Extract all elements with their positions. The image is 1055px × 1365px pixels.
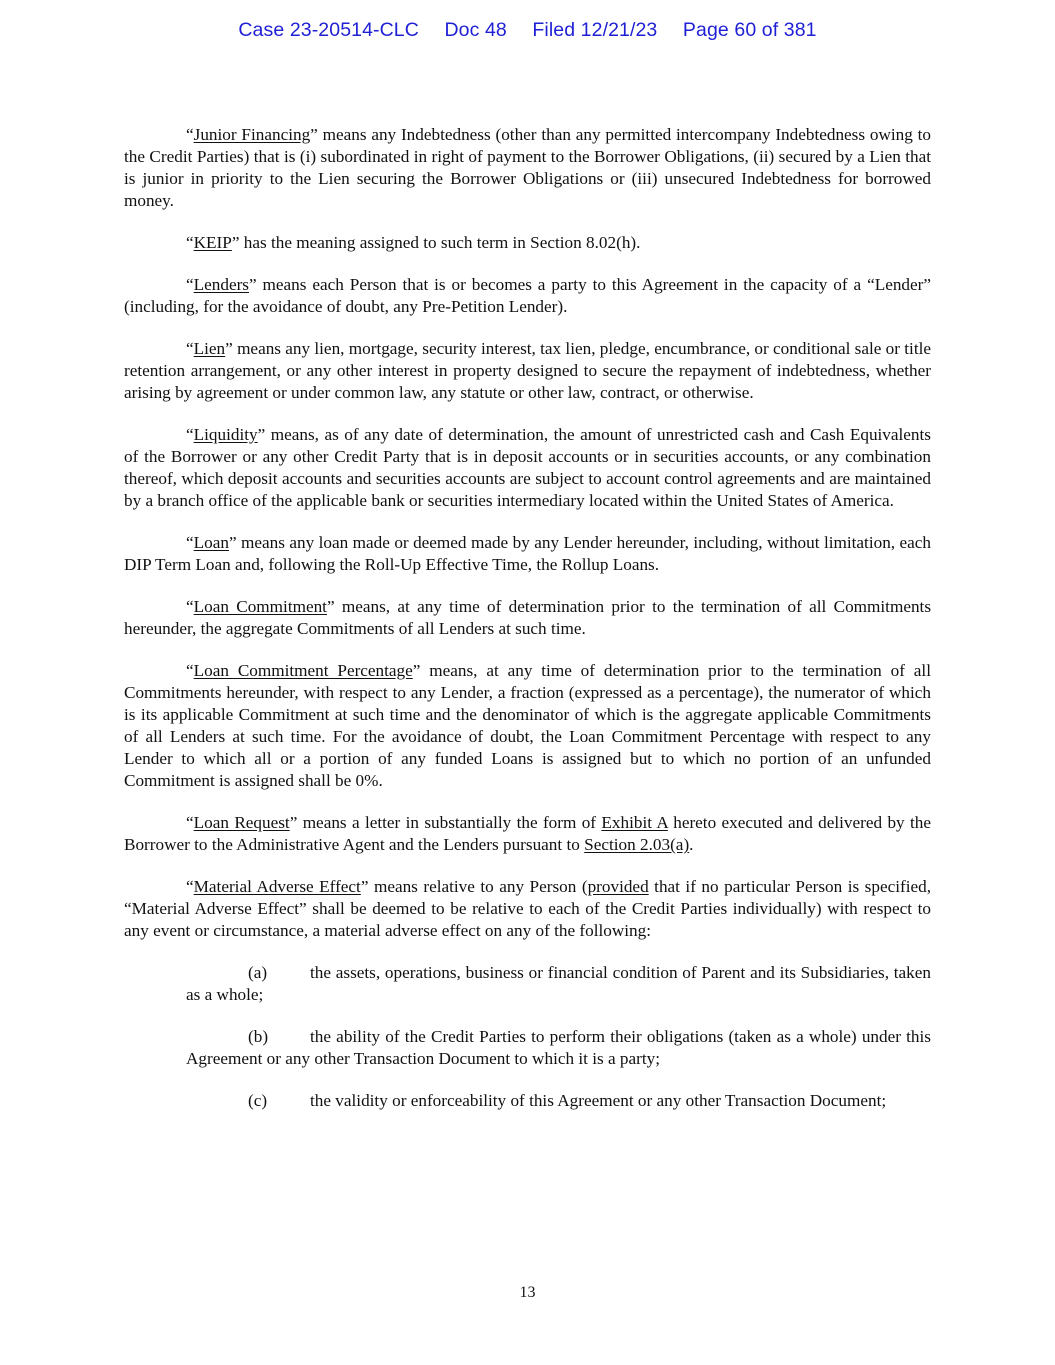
defined-term: Lenders [193, 275, 249, 294]
definition-keip: “KEIP” has the meaning assigned to such term in Section 8.02(h). [186, 233, 641, 252]
section-reference: Section 2.03(a) [584, 835, 690, 854]
definition-lien: “Lien” means any lien, mortgage, security interest, tax lien, pledge, encumbrance, or conditional sale or title retention arrangement, or any other interest in property designed to secure the repayment of indebtedness, whether arising by agreement or under common law, any statute or other law, contract, or otherwise. [124, 339, 932, 402]
item-label: (c) [248, 1091, 268, 1110]
definition-text: that if no particular Person is specified, “Material Adverse Effect” shall be deemed to be relative to each of the Credit Parties individually) with respect to any event or circumstance, a material adverse effect on any of the following: [124, 877, 932, 940]
defined-term: Loan Request [193, 813, 290, 832]
list-item [186, 962, 931, 1006]
list-item [186, 1090, 931, 1112]
item-label: (a) [248, 963, 268, 982]
defined-term: KEIP [193, 233, 232, 252]
definition-lenders: “Lenders” means each Person that is or becomes a party to this Agreement in the capacity of a “Lender” (including, for the avoidance of doubt, any Pre-Petition Lender). [124, 275, 931, 316]
provided-term: provided [587, 877, 649, 896]
item-text: the validity or enforceability of this Agreement or any other Transaction Document; [310, 1091, 887, 1110]
definition-text: ” means each Person that is or becomes a party to this Agreement in the capacity of a “Lender” (including, for the avoidance of doubt, any Pre-Petition Lender). [124, 275, 931, 316]
definition-loan-commitment: “Loan Commitment” means, at any time of determination prior to the termination of all Commitments hereunder, the aggregate Commitments of all Lenders at such time. [124, 597, 932, 638]
defined-term: Loan Commitment [193, 597, 327, 616]
definition-text: . [689, 835, 694, 854]
definition-text: hereto executed and delivered by the Borrower to the Administrative Agent and the Lenders pursuant to [124, 813, 931, 854]
list-item [186, 1026, 931, 1070]
definition-loan-commitment-percentage: “Loan Commitment Percentage” means, at any time of determination prior to the termination of all Commitments hereunder, with respect to any Lender, a fraction (expressed as a percentage), the numerator of which is its applicable Commitment at such time and the denominator of which is the aggregate applicable Commitments of all Lenders at such time. For the avoidance of doubt, the Loan Commitment Percentage with respect to any Lender to which all or a portion of any funded Loans is assigned but to which no portion of an unfunded Commitment is assigned shall be 0%. [124, 661, 931, 790]
definition-text: ” has the meaning assigned to such term in Section 8.02(h). [231, 233, 641, 252]
exhibit-reference: Exhibit A [601, 813, 668, 832]
definition-text: ” means any Indebtedness (other than any permitted intercompany Indebtedness owing to the Credit Parties) that is (i) subordinated in right of payment to the Borrower Obligations, (ii) secured by a Lien that is junior in priority to the Lien securing the Borrower Obligations or (iii) unsecured Indebtedness for borrowed money. [124, 125, 931, 210]
document-body [124, 124, 931, 1132]
filed-date: Filed 12/21/23 [532, 19, 658, 41]
definition-junior-financing: “Junior Financing” means any Indebtedness (other than any permitted intercompany Indebtedness owing to the Credit Parties) that is (i) subordinated in right of payment to the Borrower Obligations, (ii) secured by a Lien that is junior in priority to the Lien securing the Borrower Obligations or (iii) unsecured Indebtedness for borrowed money. [124, 125, 931, 210]
defined-term: Material Adverse Effect [193, 877, 361, 896]
defined-term: Junior Financing [193, 125, 311, 144]
item-text: the assets, operations, business or financial condition of Parent and its Subsidiaries, taken as a whole; [186, 963, 931, 1004]
definition-loan-request: “Loan Request” means a letter in substantially the form of Exhibit A hereto executed and delivered by the Borrower to the Administrative Agent and the Lenders pursuant to Section 2.03(a). [124, 813, 931, 854]
defined-term: Liquidity [193, 425, 258, 444]
defined-term: Loan [193, 533, 229, 552]
page-number: 13 [519, 1284, 536, 1301]
item-text: the ability of the Credit Parties to perform their obligations (taken as a whole) under this Agreement or any other Transaction Document to which it is a party; [186, 1027, 931, 1068]
definition-text: ” means relative to any Person ( [360, 877, 588, 896]
case-header [0, 19, 1055, 42]
definition-text: ” means, at any time of determination prior to the termination of all Commitments hereunder, the aggregate Commitments of all Lenders at such time. [124, 597, 932, 638]
definition-text: ” means a letter in substantially the form of [289, 813, 602, 832]
definition-text: ” means any lien, mortgage, security interest, tax lien, pledge, encumbrance, or conditional sale or title retention arrangement, or any other interest in property designed to secure the repayment of indebtedness, whether arising by agreement or under common law, any statute or other law, contract, or otherwise. [124, 339, 932, 402]
definition-material-adverse-effect: “Material Adverse Effect” means relative to any Person (provided that if no particular Person is specified, “Material Adverse Effect” shall be deemed to be relative to each of the Credit Parties individually) with respect to any event or circumstance, a material adverse effect on any of the following: [124, 877, 932, 940]
definition-text: ” means, at any time of determination prior to the termination of all Commitments hereunder, with respect to any Lender, a fraction (expressed as a percentage), the numerator of which is its applicable Commitment at such time and the denominator of which is the aggregate applicable Commitments of all Lenders at such time. For the avoidance of doubt, the Loan Commitment Percentage with respect to any Lender to which all or a portion of any funded Loans is assigned but to which no portion of an unfunded Commitment is assigned shall be 0%. [124, 661, 931, 790]
page-of-total: Page 60 of 381 [682, 19, 817, 41]
definition-text: ” means, as of any date of determination, the amount of unrestricted cash and Cash Equivalents of the Borrower or any other Credit Party that is in deposit accounts or in securities accounts, or any combination thereof, which deposit accounts and securities accounts are subject to account control agreements and are maintained by a branch office of the applicable bank or securities intermediary located within the United States of America. [124, 425, 931, 510]
defined-term: Lien [193, 339, 226, 358]
defined-term: Loan Commitment Percentage [193, 661, 413, 680]
definition-liquidity: “Liquidity” means, as of any date of determination, the amount of unrestricted cash and Cash Equivalents of the Borrower or any other Credit Party that is in deposit accounts or in securities accounts, or any combination thereof, which deposit accounts and securities accounts are subject to account control agreements and are maintained by a branch office of the applicable bank or securities intermediary located within the United States of America. [124, 425, 931, 510]
item-label: (b) [248, 1027, 269, 1046]
definition-loan: “Loan” means any loan made or deemed made by any Lender hereunder, including, without limitation, each DIP Term Loan and, following the Roll-Up Effective Time, the Rollup Loans. [124, 533, 931, 574]
definition-text: ” means any loan made or deemed made by any Lender hereunder, including, without limitation, each DIP Term Loan and, following the Roll-Up Effective Time, the Rollup Loans. [124, 533, 931, 574]
doc-number: Doc 48 [444, 19, 507, 41]
case-number: Case 23-20514-CLC [238, 19, 419, 41]
